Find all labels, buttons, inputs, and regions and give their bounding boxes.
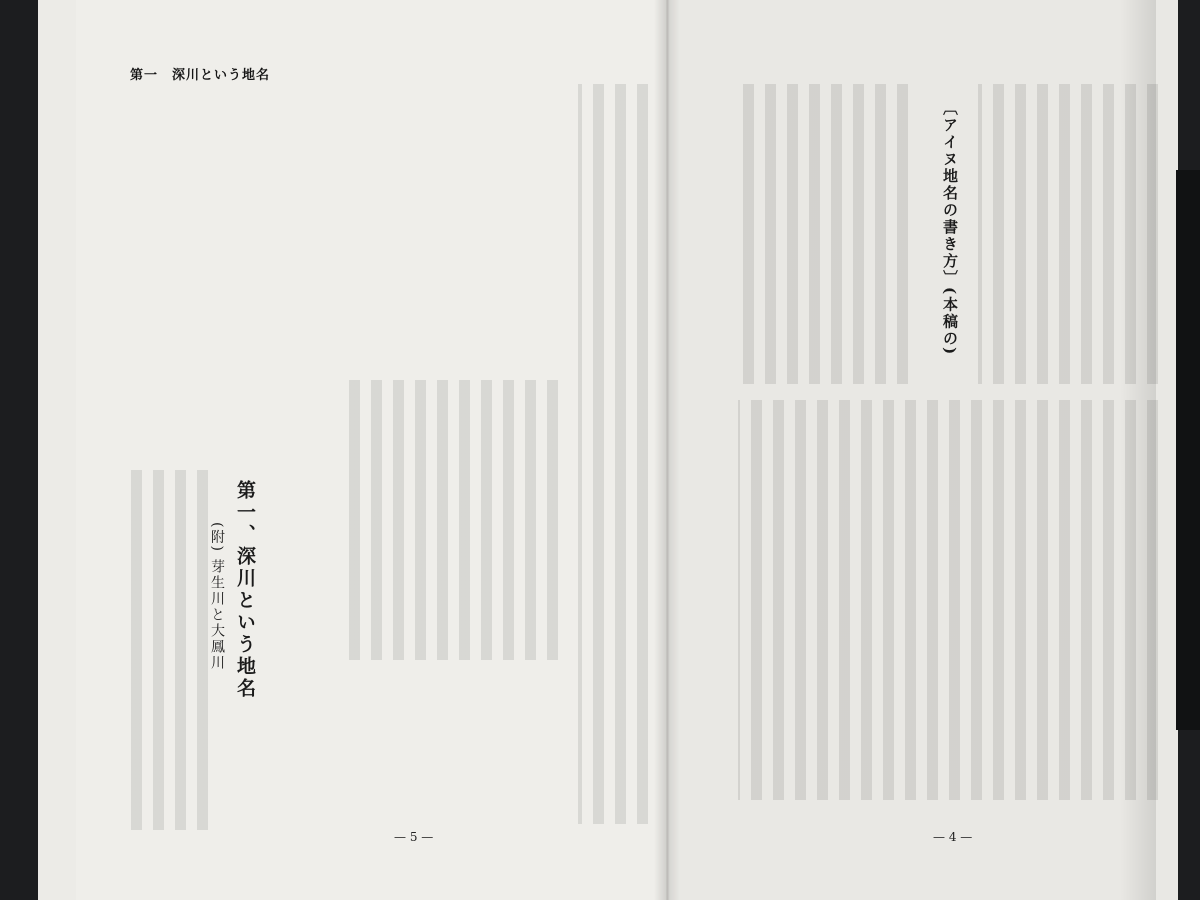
- book-spread: [38, 0, 1178, 900]
- section-title-ainu-placename-writing: 〔アイヌ地名の書き方〕(本稿の): [941, 100, 959, 357]
- page-number-left: — 5 —: [394, 830, 434, 844]
- left-text-column-lower-left: [128, 470, 208, 830]
- right-text-column-right: [978, 84, 1158, 384]
- running-head: 第一 深川という地名: [130, 68, 271, 83]
- section-title-fukagawa: 第一、深川という地名: [234, 480, 256, 700]
- book-gutter: [654, 0, 680, 900]
- subsection-title-rivers: (附) 芽生川と大鳳川: [209, 522, 225, 672]
- dark-edge-object: [1176, 170, 1200, 730]
- left-text-column-upper-right: [578, 84, 648, 824]
- page-number-right: — 4 —: [933, 830, 973, 844]
- left-text-column-middle: [338, 380, 558, 660]
- right-text-column-upper: [738, 84, 908, 384]
- right-text-column-lower: [738, 400, 1158, 800]
